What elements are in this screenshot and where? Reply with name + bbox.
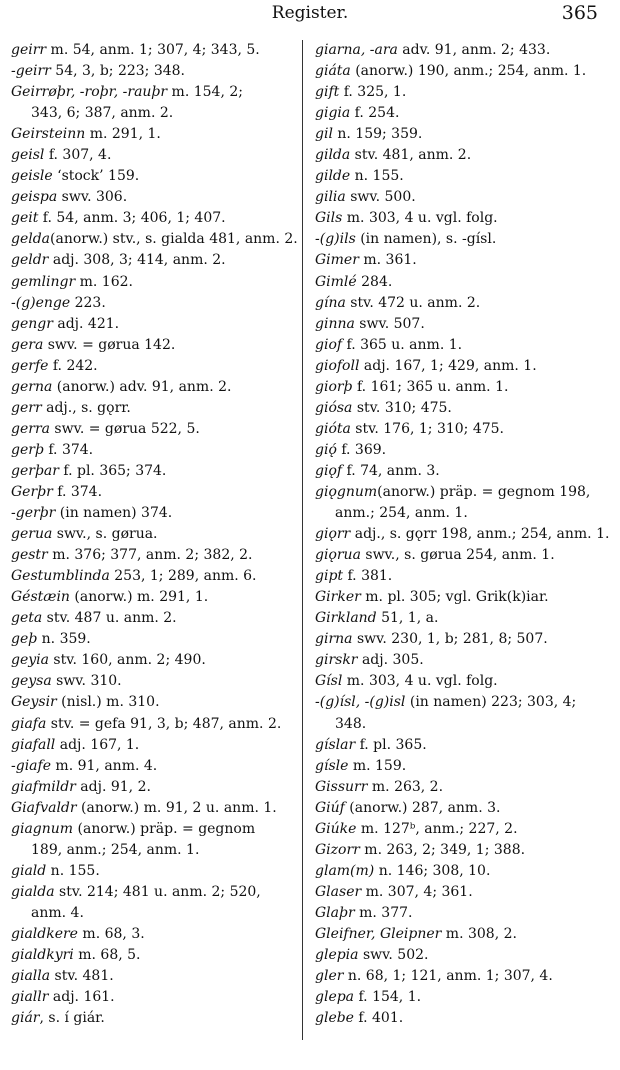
index-entry — [315, 482, 605, 503]
index-entry — [11, 1008, 296, 1029]
entry-headword: Gimer — [315, 252, 359, 269]
index-entry — [11, 798, 296, 819]
entry-headword: giallr — [11, 989, 49, 1006]
index-entry — [315, 882, 605, 903]
index-entry — [315, 714, 605, 735]
entry-headword: geþ — [11, 631, 38, 648]
entry-references: m. 263, 2. — [367, 778, 444, 795]
index-entry — [315, 777, 605, 798]
entry-references: adj. 305. — [357, 652, 424, 669]
entry-headword: Gissurr — [315, 778, 368, 795]
entry-headword: giafall — [11, 736, 56, 753]
entry-headword: gerþ — [11, 441, 44, 458]
entry-references: m. 162. — [75, 273, 133, 290]
entry-references: stv. = gefa 91, 3, b; 487, anm. 2. — [46, 715, 282, 732]
entry-headword: Giúke — [315, 820, 357, 837]
index-entry — [315, 40, 605, 61]
index-entry — [11, 250, 296, 271]
entry-headword: -giafe — [11, 757, 51, 774]
index-entry — [11, 82, 296, 103]
index-entry — [315, 250, 605, 271]
index-entry — [11, 461, 296, 482]
entry-headword: gialda — [11, 883, 55, 900]
index-entry — [315, 945, 605, 966]
entry-headword: Geirsteinn — [11, 126, 86, 143]
index-entry — [315, 124, 605, 145]
entry-headword: giald — [11, 862, 47, 879]
entry-headword: gengr — [11, 315, 53, 332]
entry-headword: gíslar — [315, 736, 356, 753]
index-entry — [11, 924, 296, 945]
index-entry — [11, 356, 296, 377]
index-entry — [11, 208, 296, 229]
index-entry — [11, 124, 296, 145]
index-entry — [315, 272, 605, 293]
index-entry — [11, 377, 296, 398]
index-entry — [11, 398, 296, 419]
entry-references: f. 307, 4. — [44, 147, 112, 164]
entry-headword: ginna — [315, 315, 355, 332]
index-entry — [315, 756, 605, 777]
entry-headword: gióta — [315, 420, 351, 437]
index-entry — [11, 608, 296, 629]
index-entry — [315, 566, 605, 587]
entry-references: stv. 481. — [50, 968, 114, 985]
index-entry — [315, 61, 605, 82]
index-entry — [315, 819, 605, 840]
entry-headword: gialdkyri — [11, 947, 74, 964]
index-entry — [11, 40, 296, 61]
page-number: 365 — [561, 2, 598, 24]
entry-references: f. 74, anm. 3. — [342, 462, 440, 479]
index-entry — [315, 671, 605, 692]
entry-headword: -(g)ísl, -(g)isl — [315, 694, 406, 711]
column-divider — [302, 40, 303, 1040]
index-column-left — [11, 40, 296, 1029]
entry-headword: gil — [315, 126, 333, 143]
entry-references: (in namen) 374. — [55, 505, 173, 522]
entry-headword: gestr — [11, 547, 48, 564]
index-entry — [315, 861, 605, 882]
entry-references: f. 374. — [52, 483, 103, 500]
entry-references: n. 159; 359. — [332, 126, 423, 143]
entry-headword: Géstæin — [11, 589, 70, 606]
entry-headword: gísle — [315, 757, 349, 774]
entry-references: m. 54, anm. 1; 307, 4; 343, 5. — [46, 42, 260, 58]
entry-references: stv. 214; 481 u. anm. 2; 520, — [54, 883, 261, 900]
entry-headword: giǫrua — [315, 547, 361, 564]
page-header — [0, 0, 620, 34]
entry-headword: girskr — [315, 652, 358, 669]
entry-headword: gilde — [315, 168, 351, 185]
entry-references: m. 303, 4 u. vgl. folg. — [342, 673, 498, 690]
entry-references: , s. í giár. — [39, 1010, 105, 1027]
entry-headword: -geirr — [11, 63, 51, 80]
index-entry — [11, 482, 296, 503]
entry-headword: Giúf — [315, 799, 345, 816]
entry-headword: geisle — [11, 168, 53, 185]
index-entry — [11, 840, 296, 861]
index-entry — [11, 103, 296, 124]
entry-references: swv. 306. — [57, 189, 128, 206]
index-entry — [315, 629, 605, 650]
index-entry — [11, 187, 296, 208]
entry-references: m. 263, 2; 349, 1; 388. — [359, 841, 526, 858]
entry-references: (anorw.) adv. 91, anm. 2. — [52, 378, 232, 395]
index-entry — [11, 692, 296, 713]
index-entry — [315, 503, 605, 524]
entry-headword: giafa — [11, 715, 47, 732]
entry-references: (in namen) 223; 303, 4; — [405, 694, 577, 711]
entry-references: stv. 481, anm. 2. — [350, 147, 472, 164]
index-entry — [315, 903, 605, 924]
index-entry — [315, 840, 605, 861]
entry-references: m. 68, 5. — [73, 947, 141, 964]
entry-headword: giof — [315, 336, 343, 353]
index-entry — [315, 987, 605, 1008]
index-entry — [315, 587, 605, 608]
entry-headword: gerfe — [11, 357, 49, 374]
entry-references: (anorw.) stv., s. gialda 481, anm. 2. — [50, 231, 298, 248]
entry-references: 51, 1, a. — [376, 610, 439, 627]
entry-references: f. 374. — [43, 441, 94, 458]
entry-references: adj., s. gǫrr 198, anm.; 254, anm. 1. — [350, 526, 610, 543]
index-entry — [315, 419, 605, 440]
entry-headword: gipt — [315, 568, 344, 585]
index-entry — [315, 335, 605, 356]
entry-headword: gerra — [11, 420, 50, 437]
index-entry — [11, 819, 296, 840]
index-entry — [11, 145, 296, 166]
entry-references: swv. 500. — [345, 189, 416, 206]
entry-references: m. 91, anm. 4. — [50, 757, 158, 774]
entry-headword: gerr — [11, 399, 42, 416]
index-entry — [315, 103, 605, 124]
entry-references: f. 54, anm. 3; 406, 1; 407. — [38, 210, 226, 227]
entry-references: m. 308, 2. — [441, 925, 517, 942]
entry-headword: Gizorr — [315, 841, 360, 858]
running-title: Register. — [271, 3, 349, 23]
entry-headword: geisl — [11, 147, 45, 164]
entry-references: f. 254. — [350, 105, 400, 122]
entry-headword: Gleifner, Gleipner — [315, 925, 442, 942]
entry-headword: geirr — [11, 42, 47, 58]
index-entry — [11, 229, 296, 250]
entry-references: f. 381. — [343, 568, 393, 585]
entry-headword: giǫ́ — [315, 441, 337, 458]
entry-headword: gilda — [315, 147, 351, 164]
entry-references: 54, 3, b; 223; 348. — [50, 63, 186, 80]
index-column-right — [315, 40, 610, 1029]
entry-references: m. pl. 305; vgl. Grik(k)iar. — [360, 589, 549, 606]
entry-references: n. 155. — [46, 862, 100, 879]
entry-headword: giár — [11, 1010, 40, 1027]
entry-references: swv. 230, 1, b; 281, 8; 507. — [352, 631, 548, 648]
entry-references: f. 365 u. anm. 1. — [342, 336, 463, 353]
entry-headword: Gimlé — [315, 273, 357, 290]
entry-references: swv. = gørua 142. — [43, 336, 176, 353]
entry-headword: gilia — [315, 189, 346, 206]
entry-references: swv., s. gørua 254, anm. 1. — [360, 547, 555, 564]
index-entry — [315, 735, 605, 756]
entry-references: f. 325, 1. — [339, 84, 407, 101]
index-entry — [11, 777, 296, 798]
entry-headword: gína — [315, 294, 346, 311]
entry-references: f. 161; 365 u. anm. 1. — [352, 378, 509, 395]
entry-headword: giósa — [315, 399, 353, 416]
entry-headword: Gerþr — [11, 483, 53, 500]
index-entry — [11, 714, 296, 735]
index-entry — [315, 229, 605, 250]
entry-references: f. 401. — [353, 1010, 404, 1027]
index-entry — [315, 608, 605, 629]
entry-references: f. 369. — [336, 441, 387, 458]
index-entry — [315, 524, 610, 545]
entry-references: stv. 310; 475. — [352, 399, 452, 416]
entry-headword: geyia — [11, 652, 49, 669]
index-entry — [11, 440, 296, 461]
entry-references: swv. 310. — [51, 673, 122, 690]
entry-references: ‘stock’ 159. — [52, 168, 140, 185]
entry-references: swv. = gørua 522, 5. — [49, 420, 200, 437]
index-entry — [11, 629, 296, 650]
index-entry — [11, 671, 296, 692]
entry-headword: gerua — [11, 526, 53, 543]
entry-references: n. 359. — [37, 631, 91, 648]
index-entry — [315, 314, 605, 335]
entry-headword: gialdkere — [11, 925, 78, 942]
index-entry — [315, 145, 605, 166]
entry-headword: giorþ — [315, 378, 353, 395]
entry-references: (anorw.) 190, anm.; 254, anm. 1. — [350, 63, 587, 80]
index-entry — [11, 566, 296, 587]
entry-references: m. 291, 1. — [85, 126, 161, 143]
entry-headword: gemlingr — [11, 273, 76, 290]
entry-references: f. pl. 365; 374. — [58, 462, 167, 479]
index-entry — [11, 272, 296, 293]
index-entry — [11, 545, 296, 566]
index-entry — [11, 987, 296, 1008]
index-entry — [11, 966, 296, 987]
entry-references: n. 68, 1; 121, anm. 1; 307, 4. — [343, 968, 553, 985]
entry-references: swv. 507. — [354, 315, 425, 332]
entry-headword: geta — [11, 610, 43, 627]
entry-headword: gialla — [11, 968, 51, 985]
entry-references: anm. 4. — [31, 904, 84, 921]
entry-headword: giofoll — [315, 357, 360, 374]
entry-headword: glepia — [315, 947, 359, 964]
index-entry — [11, 524, 296, 545]
entry-references: stv. 176, 1; 310; 475. — [350, 420, 505, 437]
entry-references: m. 159. — [348, 757, 407, 774]
entry-references: stv. 472 u. anm. 2. — [345, 294, 481, 311]
entry-references: adj. 167, 1; 429, anm. 1. — [359, 357, 537, 374]
index-entry — [315, 398, 605, 419]
entry-headword: gler — [315, 968, 344, 985]
entry-headword: Glaþr — [315, 904, 355, 921]
entry-references: adj. 308, 3; 414, anm. 2. — [48, 252, 226, 269]
index-entry — [315, 187, 605, 208]
entry-references: 189, anm.; 254, anm. 1. — [31, 841, 200, 858]
entry-headword: gerþar — [11, 462, 59, 479]
index-entry — [315, 692, 605, 713]
entry-headword: Glaser — [315, 883, 362, 900]
index-entry — [11, 503, 296, 524]
index-entry — [11, 587, 296, 608]
entry-headword: Gísl — [315, 673, 343, 690]
entry-references: m. 154, 2; — [167, 84, 243, 101]
entry-references: stv. 487 u. anm. 2. — [42, 610, 177, 627]
entry-references: 343, 6; 387, anm. 2. — [31, 105, 174, 122]
index-entry — [11, 735, 296, 756]
index-entry — [315, 356, 605, 377]
entry-references: (anorw.) 287, anm. 3. — [344, 799, 501, 816]
entry-headword: Gestumblinda — [11, 568, 110, 585]
entry-references: swv. 502. — [358, 947, 429, 964]
index-entry — [11, 882, 296, 903]
entry-references: m. 303, 4 u. vgl. folg. — [342, 210, 498, 227]
entry-references: (anorw.) m. 91, 2 u. anm. 1. — [76, 799, 277, 816]
entry-references: adj. 421. — [52, 315, 120, 332]
index-entry — [11, 419, 296, 440]
entry-headword: giáta — [315, 63, 351, 80]
index-entry — [315, 461, 605, 482]
index-entry — [11, 314, 296, 335]
entry-headword: geit — [11, 210, 39, 227]
entry-references: adv. 91, anm. 2; 433. — [397, 42, 551, 58]
entry-references: adj. 91, 2. — [75, 778, 151, 795]
entry-references: (in namen), s. -gísl. — [355, 231, 497, 248]
entry-headword: glebe — [315, 1010, 354, 1027]
index-entry — [315, 545, 605, 566]
entry-references: m. 307, 4; 361. — [361, 883, 473, 900]
entry-headword: Giafvaldr — [11, 799, 77, 816]
entry-references: (anorw.) m. 291, 1. — [69, 589, 209, 606]
entry-references: m. 377. — [354, 904, 413, 921]
index-entry — [11, 293, 296, 314]
index-entry — [11, 650, 296, 671]
index-entry — [315, 166, 605, 187]
entry-headword: gelda — [11, 231, 51, 248]
entry-headword: gigia — [315, 105, 351, 122]
entry-references: m. 361. — [358, 252, 417, 269]
entry-headword: geispa — [11, 189, 58, 206]
entry-headword: Gils — [315, 210, 343, 227]
entry-headword: giagnum — [11, 820, 74, 837]
entry-references: f. 154, 1. — [354, 989, 422, 1006]
entry-headword: girna — [315, 631, 353, 648]
index-entry — [315, 440, 605, 461]
entry-references: 253, 1; 289, anm. 6. — [109, 568, 257, 585]
index-entry — [315, 924, 605, 945]
index-entry — [11, 335, 296, 356]
index-entry — [315, 1008, 605, 1029]
index-entry — [315, 966, 605, 987]
entry-headword: gerna — [11, 378, 53, 395]
entry-references: m. 127ᵇ, anm.; 227, 2. — [356, 820, 518, 837]
entry-headword: -(g)enge — [11, 294, 71, 311]
entry-references: anm.; 254, anm. 1. — [335, 505, 468, 522]
entry-headword: giafmildr — [11, 778, 76, 795]
entry-headword: -(g)ils — [315, 231, 356, 248]
entry-references: 284. — [356, 273, 393, 290]
entry-references: (anorw.) präp. = gegnom — [73, 820, 256, 837]
index-entry — [315, 293, 605, 314]
index-entry — [315, 377, 605, 398]
entry-references: adj. 161. — [48, 989, 115, 1006]
index-entry — [11, 903, 296, 924]
entry-headword: -gerþr — [11, 505, 56, 522]
entry-references: 223. — [70, 294, 106, 311]
entry-headword: Girkland — [315, 610, 377, 627]
entry-headword: geldr — [11, 252, 49, 269]
index-entry — [11, 756, 296, 777]
index-entry — [11, 61, 296, 82]
entry-references: 348. — [335, 715, 367, 732]
entry-references: m. 68, 3. — [77, 925, 145, 942]
entry-references: swv., s. gørua. — [52, 526, 158, 543]
entry-references: n. 146; 308, 10. — [374, 862, 491, 879]
entry-headword: glam(m) — [315, 862, 375, 879]
entry-headword: giǫgnum — [315, 483, 378, 500]
entry-references: (anorw.) präp. = gegnom 198, — [377, 483, 591, 500]
index-entry — [315, 798, 605, 819]
entry-references: stv. 160, anm. 2; 490. — [48, 652, 206, 669]
entry-headword: geysa — [11, 673, 52, 690]
entry-headword: giarna, -ara — [315, 42, 398, 58]
entry-references: adj. 167, 1. — [55, 736, 140, 753]
entry-references: f. 242. — [48, 357, 98, 374]
entry-references: (nisl.) m. 310. — [56, 694, 160, 711]
entry-headword: gera — [11, 336, 44, 353]
entry-headword: giǫf — [315, 462, 343, 479]
entry-headword: glepa — [315, 989, 355, 1006]
entry-references: m. 376; 377, anm. 2; 382, 2. — [47, 547, 253, 564]
index-entry — [315, 208, 605, 229]
index-entry — [11, 861, 296, 882]
index-entry — [11, 945, 296, 966]
entry-headword: Geysir — [11, 694, 57, 711]
entry-references: f. pl. 365. — [355, 736, 427, 753]
entry-references: n. 155. — [350, 168, 404, 185]
entry-headword: giǫrr — [315, 526, 351, 543]
index-entry — [11, 166, 296, 187]
entry-references: adj., s. gǫrr. — [41, 399, 131, 416]
entry-headword: Geirrøþr, -roþr, -rauþr — [11, 84, 168, 101]
index-entry — [315, 82, 605, 103]
index-entry — [315, 650, 605, 671]
entry-headword: Girker — [315, 589, 361, 606]
entry-headword: gift — [315, 84, 340, 101]
